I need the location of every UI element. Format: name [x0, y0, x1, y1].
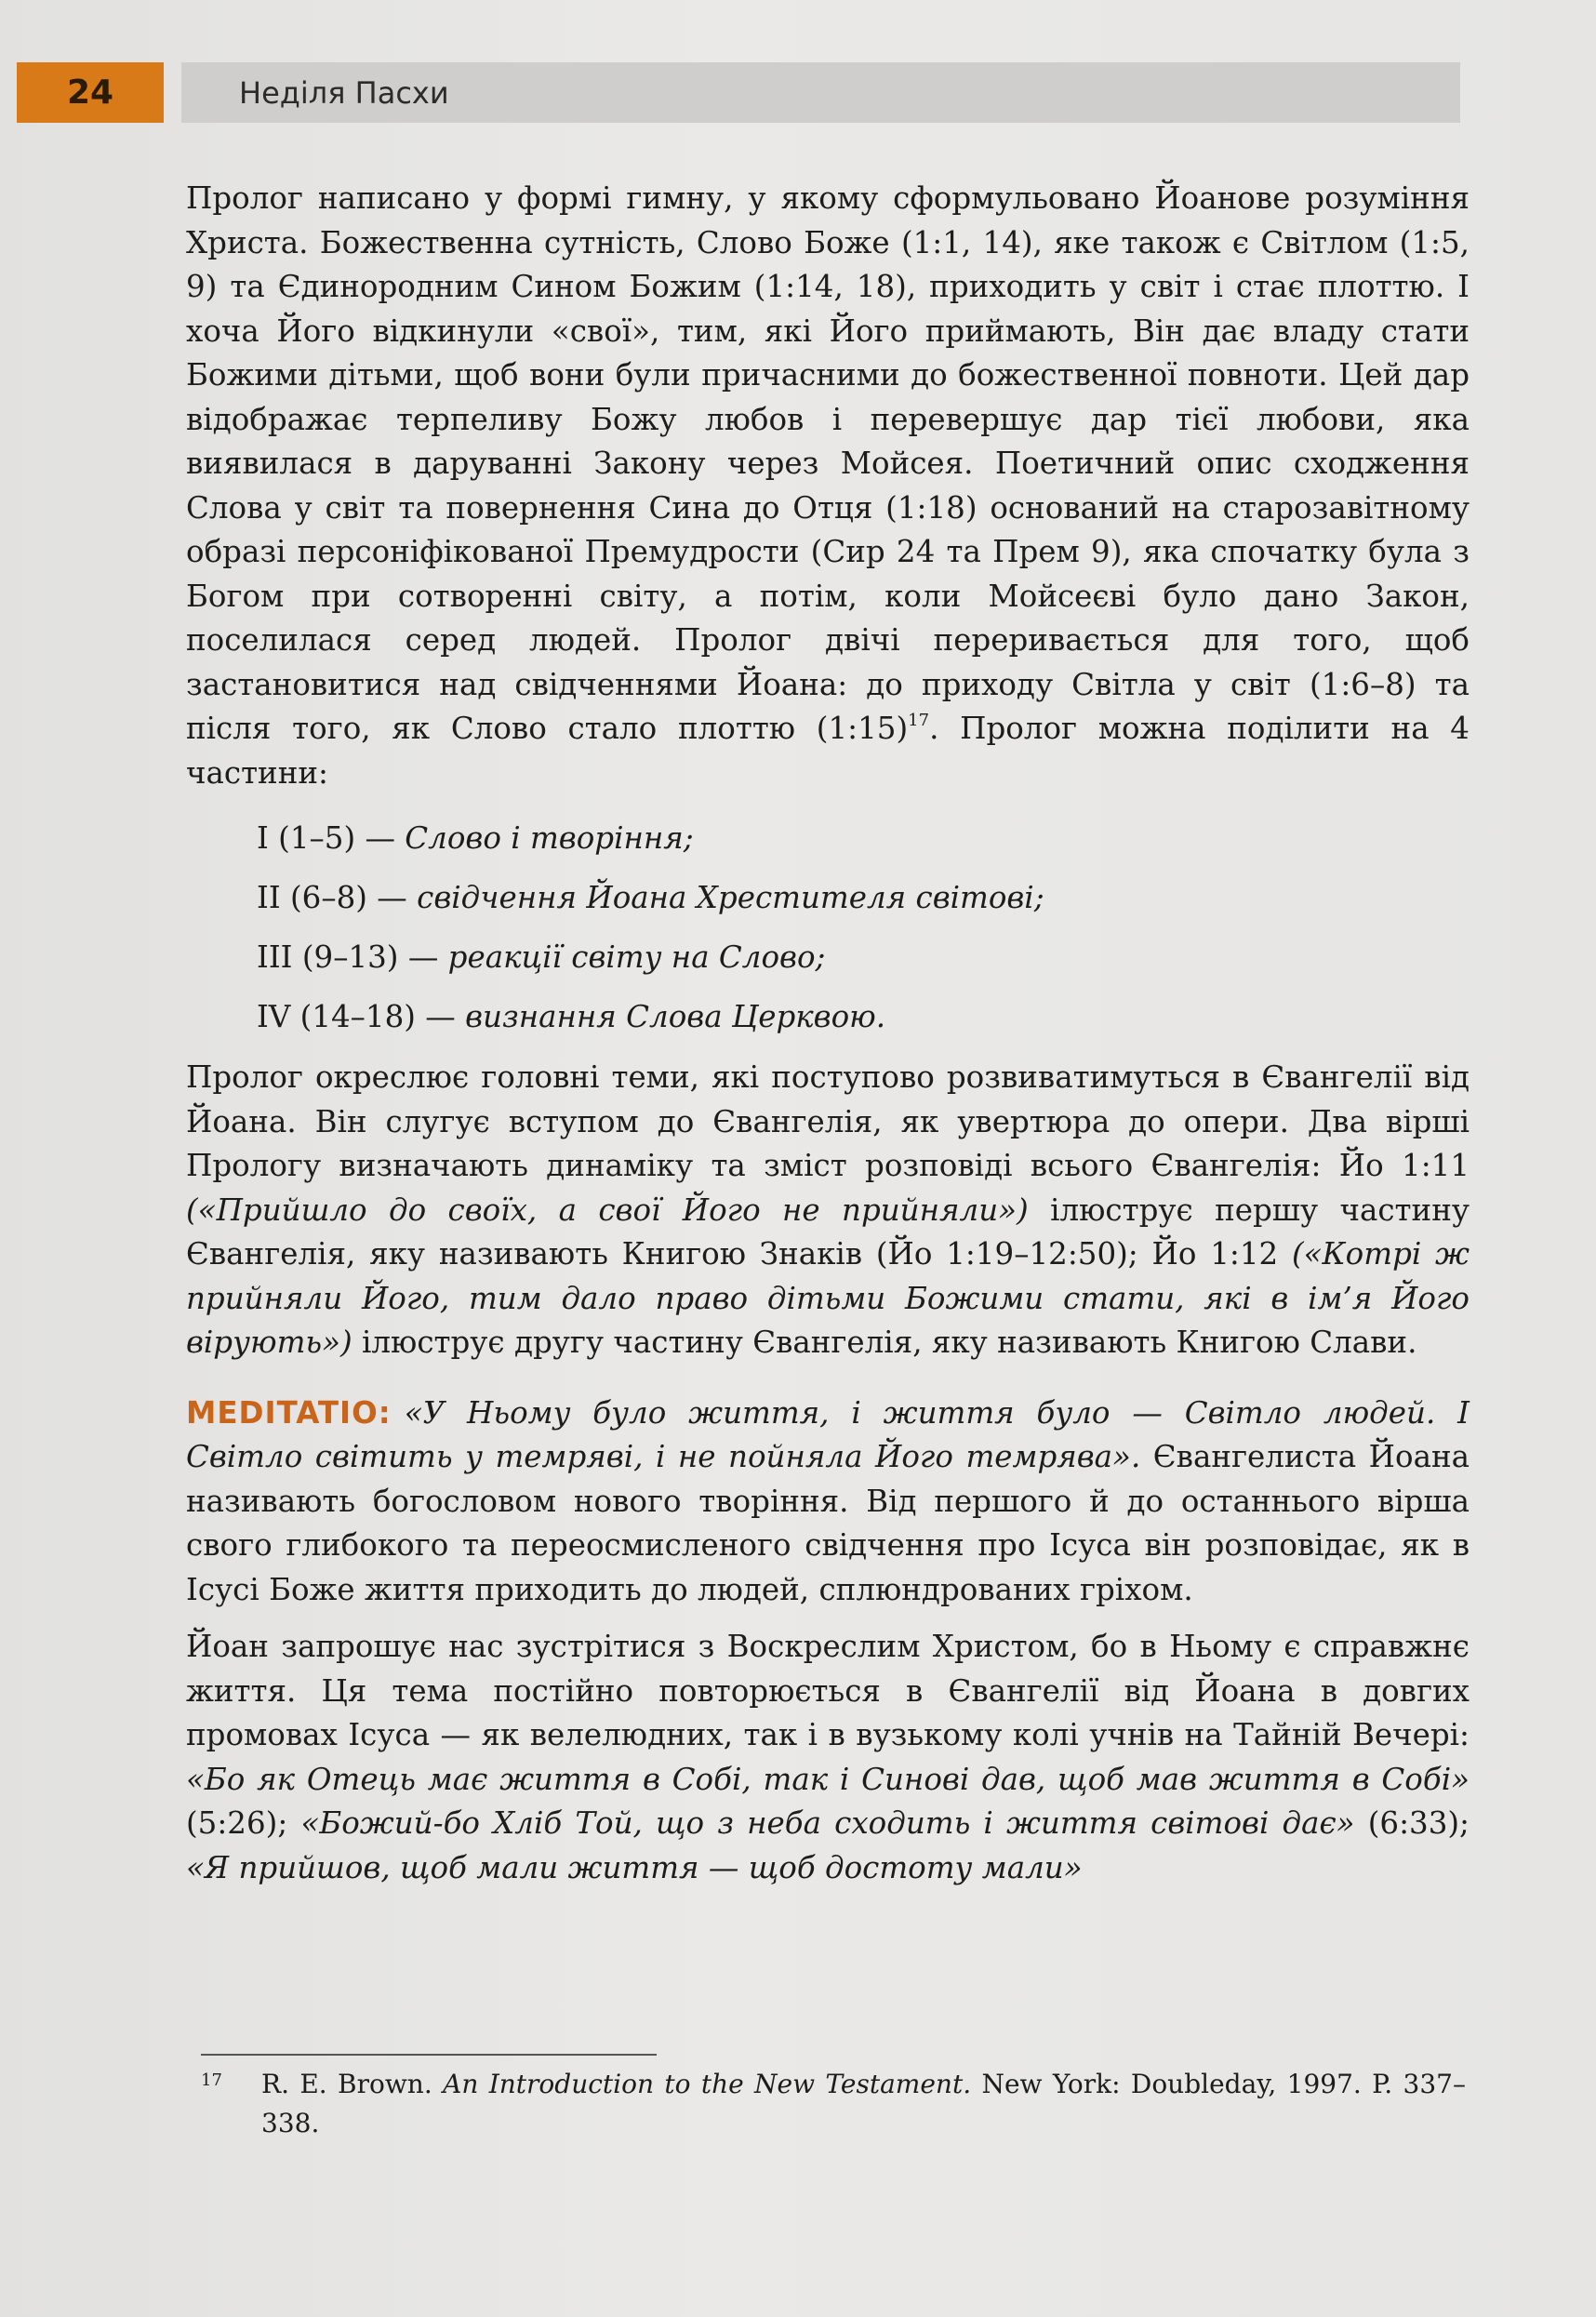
prologue-parts-list — [186, 808, 1470, 1046]
scripture-quote: («Котрі ж прийняли Його, тим дало право дітьми Божими стати, які в ім’я Його вірують») — [186, 1236, 1470, 1360]
running-title: Неділя Пасхи — [181, 62, 1460, 123]
scripture-quote: («Прийшло до своїх, а свої Його не прийняли») — [186, 1192, 1029, 1228]
paragraph-themes — [186, 1056, 1470, 1365]
list-item — [186, 868, 1470, 927]
paragraph-text: (6:33); — [1354, 1805, 1470, 1841]
footnote-divider — [201, 2054, 657, 2056]
footnote-title: An Introduction to the New Testament. — [443, 2069, 972, 2099]
list-item — [186, 987, 1470, 1046]
footnote-publication: New York: Doubleday, 1997. P. 337–338. — [261, 2069, 1466, 2138]
list-item-text: реакції світу на Слово; — [447, 939, 826, 975]
footnote — [201, 2065, 1466, 2143]
list-item-ref: I (1–5) — — [257, 820, 406, 856]
paragraph-text: (5:26); — [186, 1805, 301, 1841]
list-item — [186, 927, 1470, 987]
page-number: 24 — [17, 62, 164, 123]
paragraph-text: Йоан запрошує нас зустрітися з Воскреслим Христом, бо в Ньому є справжнє життя. Ця тема постійно повторюється в Євангелії від Йоана в довгих промовах Ісуса — як велелюдних, так і в вузькому колі учнів на Тайній Вечері: — [186, 1629, 1470, 1752]
paragraph-text: ілюструє першу частину Євангелія, яку називають Книгою Знаків (Йо 1:19–12:50); Йо 1:12 — [186, 1192, 1470, 1272]
list-item — [186, 808, 1470, 868]
paragraph-text: Євангелиста Йоана називають богословом нового творіння. Від першого й до останнього вірша свого глибокого та переосмисленого свідчення про Ісуса він розповідає, як в Ісусі Боже життя приходить до людей, сплюндрованих гріхом. — [186, 1439, 1470, 1607]
paragraph-prologue — [186, 177, 1470, 795]
scripture-quote: «Божий-бо Хліб Той, що з неба сходить і життя світові дає» — [300, 1805, 1355, 1841]
list-item-ref: III (9–13) — — [257, 939, 448, 975]
list-item-text: визнання Слова Церквою. — [465, 999, 886, 1034]
list-item-ref: II (6–8) — — [257, 880, 418, 915]
paragraph-text: Пролог окреслює головні теми, які поступово розвиватимуться в Євангелії від Йоана. Він слугує вступом до Євангелія, як увертюра до опери. Два вірші Прологу визначають динаміку та зміст розповіді всього Євангелія: Йо 1:11 — [186, 1059, 1470, 1183]
paragraph-meditatio — [186, 1392, 1470, 1613]
scripture-quote: «Я прийшов, щоб мали життя — щоб достоту мали» — [186, 1849, 1083, 1885]
footnote-author: R. E. Brown. — [261, 2069, 444, 2099]
paragraph-text: Пролог написано у формі гимну, у якому сформульовано Йоанове розуміння Христа. Божественна сутність, Слово Боже (1:1, 14), яке також є Світлом (1:5, 9) та Єдинородним Сином Божим (1:14, 18), приходить у світ і стає плоттю. І хоча Його відкинули «свої», тим, які Його приймають, Він дає владу стати Божими дітьми, щоб вони були причасними до божественної повноти. Цей дар відображає терпеливу Божу любов і перевершує дар тієї любови, яка виявилася в даруванні Закону через Мойсея. Поетичний опис сходження Слова у світ та повернення Сина до Отця (1:18) оснований на старозавітному образі персоніфікованої Премудрости (Сир 24 та Прем 9), яка спочатку була з Богом при сотворенні світу, а потім, коли Мойсеєві було дано Закон, поселилася серед людей. Пролог двічі переривається для того, щоб застановитися над свідченнями Йоана: до приходу Світла у світ (1:6–8) та після того, як Слово стало плоттю (1:15) — [186, 180, 1470, 746]
footnote-ref[interactable]: 17 — [908, 711, 930, 730]
footnote-text — [201, 2065, 1466, 2143]
meditatio-label: MEDITATIO: — [186, 1394, 392, 1431]
list-item-ref: IV (14–18) — — [257, 999, 466, 1034]
list-item-text: свідчення Йоана Хрестителя світові; — [417, 880, 1044, 915]
paragraph-text-end: . Пролог можна поділити на 4 частини: — [186, 711, 1470, 791]
footnote-number: 17 — [201, 2071, 222, 2090]
paragraph-invitation — [186, 1625, 1470, 1890]
page-header — [0, 62, 1596, 123]
scripture-quote: «У Ньому було життя, і життя було — Світло людей. І Світло світить у темряві, і не пойняла Його темрява». — [186, 1394, 1470, 1474]
main-text — [186, 177, 1470, 1903]
scripture-quote: «Бо як Отець має життя в Собі, так і Синові дав, щоб мав життя в Собі» — [186, 1761, 1470, 1797]
list-item-text: Слово і творіння; — [405, 820, 694, 856]
paragraph-text: ілюструє другу частину Євангелія, яку називають Книгою Слави. — [352, 1325, 1417, 1360]
